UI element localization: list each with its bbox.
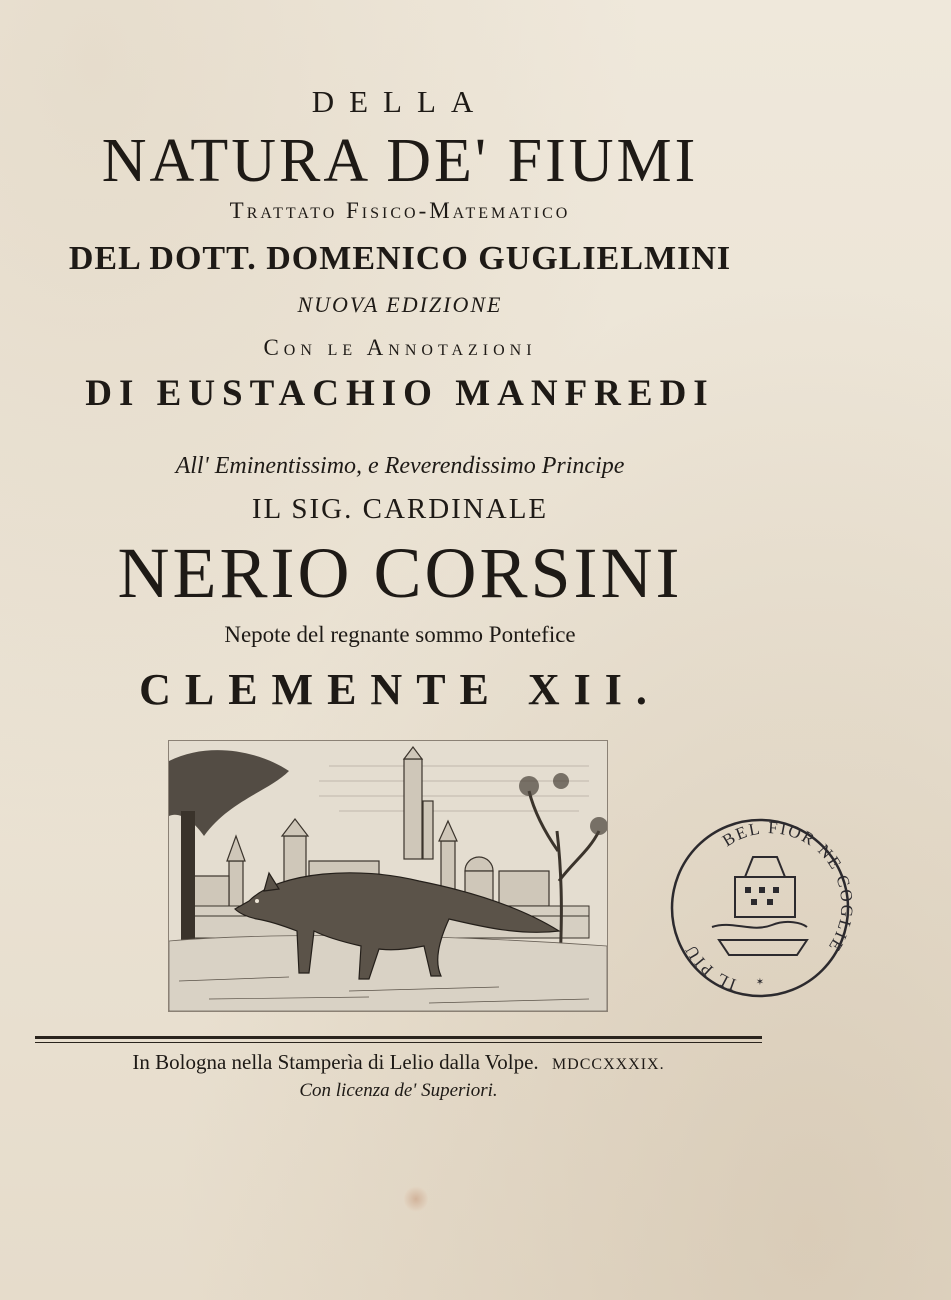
author-line: DEL DOTT. DOMENICO GUGLIELMINI	[68, 240, 732, 277]
annotator-line: DI EUSTACHIO MANFREDI	[85, 373, 715, 414]
svg-text:✶: ✶	[755, 977, 765, 988]
foxing-spot	[404, 1186, 428, 1212]
fox-vignette-engraving	[168, 740, 608, 1012]
svg-text:IL PIU	[681, 940, 739, 994]
dedication-intro: All' Eminentissimo, e Reverendissimo Principe	[175, 453, 625, 479]
license-line: Con licenza de' Superiori.	[299, 1080, 498, 1101]
relation-line: Nepote del regnante sommo Pontefice	[224, 622, 576, 647]
imprint-line	[35, 1050, 762, 1075]
stamp-legend-right: BEL FIOR NE C LIE	[719, 817, 853, 957]
stamp-legend-left: IL PIU	[680, 940, 739, 995]
imprint-place-printer: In Bologna nella Stamperìa di Lelio dalla Volpe.	[132, 1050, 539, 1074]
main-title: NATURA DE' FIUMI	[101, 127, 699, 195]
collector-stamp	[667, 815, 853, 1001]
dedicatee-title: IL SIG. CARDINALE	[251, 493, 549, 525]
imprint-rule	[35, 1036, 762, 1039]
imprint-date: MDCCXXXIX.	[551, 1056, 665, 1073]
svg-text:BEL FIOR NE COGLIE	[719, 818, 853, 956]
subtitle: Trattato Fisico-Matematico	[229, 198, 571, 223]
pope-name: CLEMENTE XII.	[139, 665, 661, 714]
title-della: DELLA	[311, 84, 489, 119]
edition-line: NUOVA EDIZIONE	[297, 292, 503, 317]
annotations-intro: Con le Annotazioni	[263, 335, 537, 360]
dedicatee-name: NERIO CORSINI	[117, 533, 683, 613]
